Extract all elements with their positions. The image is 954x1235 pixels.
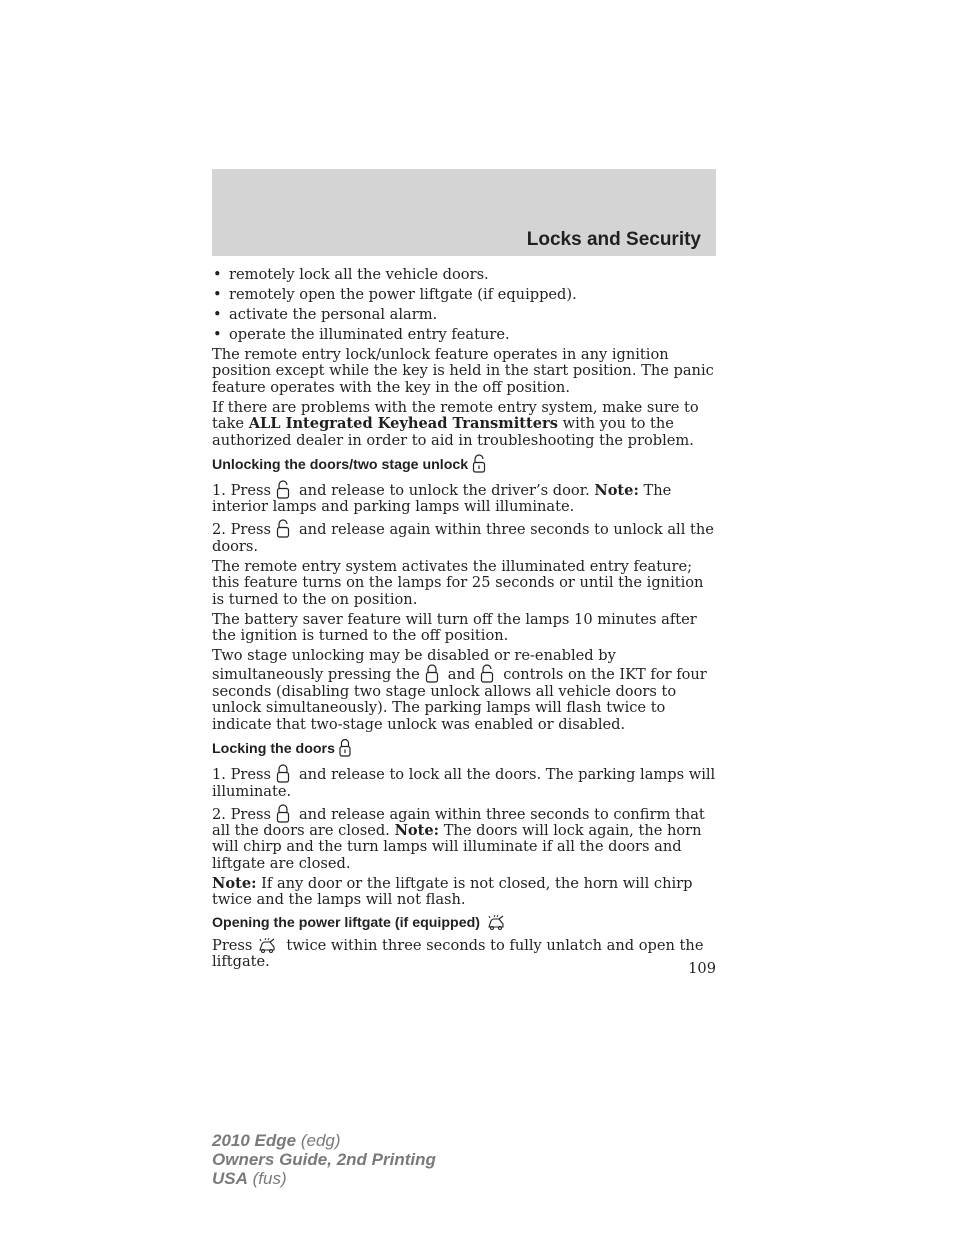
lock-icon: [276, 764, 290, 783]
liftgate-heading: [212, 914, 716, 932]
liftgate-paragraph: [212, 938, 716, 971]
lock-step-1: [212, 764, 716, 800]
liftgate-icon: [486, 915, 506, 931]
step-label: 2. Press: [212, 521, 271, 539]
lock-icon: [276, 804, 290, 823]
list-item: • remotely lock all the vehicle doors.: [212, 267, 716, 283]
section-title: Locks and Security: [526, 229, 701, 250]
page-number: 109: [688, 960, 716, 977]
note-label: Note:: [212, 874, 257, 892]
unlock-heading-text: Unlocking the doors/two stage unlock: [212, 457, 469, 474]
step-label: 1. Press: [212, 482, 271, 500]
page-content: [212, 267, 716, 974]
step-label: 2. Press: [212, 805, 271, 823]
note-text: The doors will lock again, the horn will chirp and the turn lamps will illuminate if all the doors and liftgate are closed.: [212, 821, 702, 872]
problems-paragraph: [212, 400, 716, 449]
lock-icon: [339, 738, 351, 757]
step-text: and release to unlock the driver’s door.: [298, 482, 595, 500]
two-stage-text-start: Two stage unlocking may be disabled or re-enabled by simultaneously pressing the: [212, 647, 616, 684]
list-item: • remotely open the power liftgate (if equipped).: [212, 287, 716, 303]
problems-text-end: with you to the authorized dealer in order to aid in troubleshooting the problem.: [212, 415, 694, 449]
header-band: [212, 169, 716, 256]
footer-market-code: (fus): [247, 1169, 287, 1188]
unlock-icon: [276, 480, 290, 499]
ignition-paragraph: The remote entry lock/unlock feature operates in any ignition position except while the key is held in the start position. The panic feature operates with the key in the off position.: [212, 346, 714, 396]
liftgate-text-start: Press: [212, 936, 253, 954]
list-item: • activate the personal alarm.: [212, 307, 716, 323]
unlock-step-2: [212, 519, 716, 555]
list-item: • operate the illuminated entry feature.: [212, 327, 716, 343]
illuminated-entry-paragraph: The remote entry system activates the illuminated entry feature; this feature turns on the lamps for 25 seconds or until the ignition is turned to the on position.: [212, 557, 704, 608]
step-label: 1. Press: [212, 766, 271, 784]
two-stage-and: and: [447, 666, 476, 684]
footer-market: USA: [212, 1169, 248, 1188]
note-text: The interior lamps and parking lamps will illuminate.: [212, 482, 672, 516]
footer-line-1: [212, 1131, 436, 1150]
liftgate-icon: [257, 938, 277, 954]
unlock-icon: [276, 519, 290, 538]
note-label: Note:: [594, 482, 639, 500]
feature-list: [212, 267, 716, 343]
lock-step-2: [212, 804, 716, 873]
note-label: Note:: [394, 821, 440, 839]
lock-heading: [212, 738, 716, 758]
problems-emphasis: ALL Integrated Keyhead Transmitters: [248, 415, 558, 433]
lock-note-paragraph: [212, 876, 716, 909]
footer-line-3: [212, 1169, 436, 1188]
step-text: and release to lock all the doors. The parking lamps will illuminate.: [212, 766, 716, 800]
step-text: and release again within three seconds to unlock all the doors.: [212, 521, 714, 555]
footer: [212, 1131, 436, 1188]
unlock-step-1: [212, 480, 716, 516]
liftgate-text-end: twice within three seconds to fully unlatch and open the liftgate.: [212, 936, 704, 970]
problems-text-start: If there are problems with the remote entry system, make sure to take: [212, 398, 699, 433]
battery-saver-paragraph: The battery saver feature will turn off the lamps 10 minutes after the ignition is turned to the off position.: [212, 610, 697, 645]
unlock-heading: [212, 454, 716, 474]
note-text: If any door or the liftgate is not closed, the horn will chirp twice and the lamps will not flash.: [212, 874, 693, 909]
footer-line-2: Owners Guide, 2nd Printing: [212, 1150, 436, 1169]
unlock-icon: [472, 454, 486, 473]
lock-icon: [425, 664, 439, 683]
step-text: and release again within three seconds to confirm that all the doors are closed.: [212, 805, 705, 839]
two-stage-text-end: controls on the IKT for four seconds (disabling two stage unlock allows all vehicle doors to unlock simultaneously). The parking lamps will flash twice to indicate that two-stage unlock was enabled or disabled.: [212, 666, 707, 733]
footer-model: 2010 Edge: [212, 1131, 297, 1150]
liftgate-heading-text: Opening the power liftgate (if equipped): [212, 914, 480, 931]
unlock-icon: [480, 664, 494, 683]
two-stage-paragraph: [212, 648, 716, 733]
footer-model-code: (edg): [296, 1131, 341, 1150]
lock-heading-text: Locking the doors: [212, 741, 335, 758]
